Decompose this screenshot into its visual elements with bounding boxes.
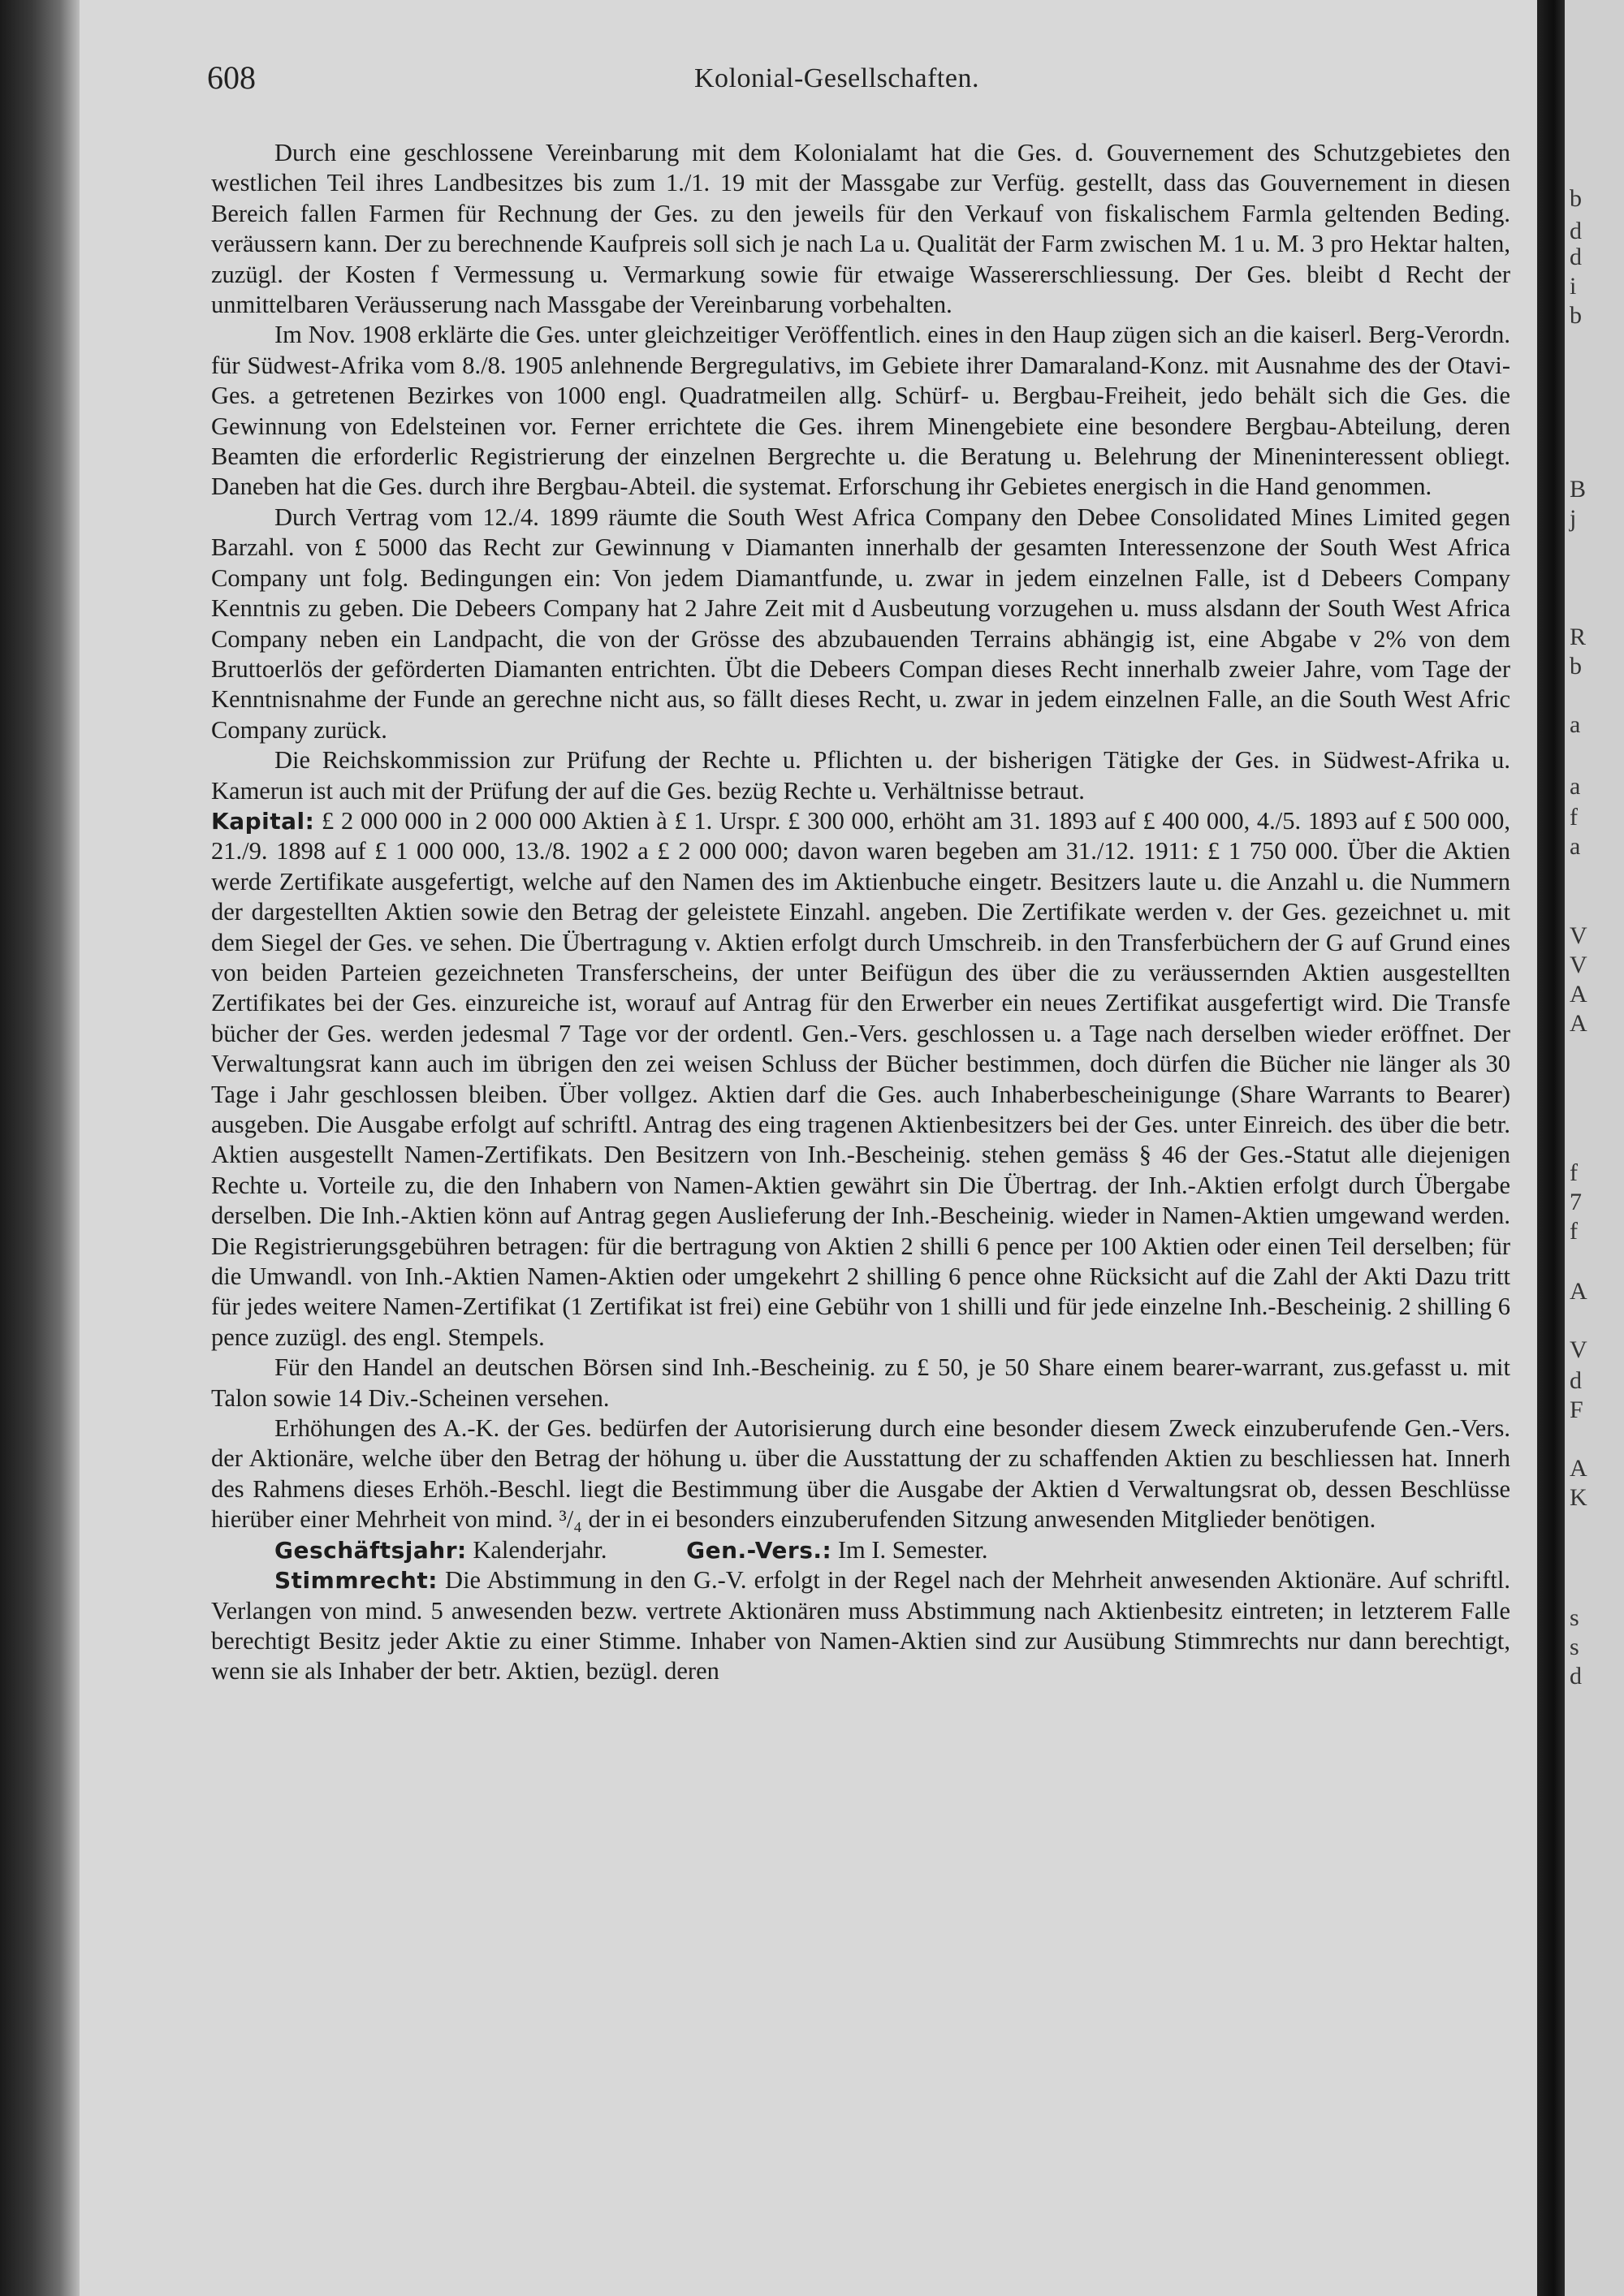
adjacent-glyph: d — [1570, 244, 1582, 270]
adjacent-glyph: f — [1570, 1159, 1578, 1186]
paragraph-kapital — [211, 806, 1510, 1353]
adjacent-glyph: A — [1570, 1010, 1587, 1037]
adjacent-glyph: b — [1570, 653, 1582, 680]
adjacent-glyph: V — [1570, 952, 1587, 978]
adjacent-glyph: A — [1570, 1278, 1587, 1305]
adjacent-glyph: a — [1570, 833, 1581, 860]
adjacent-glyph: B — [1570, 476, 1587, 503]
adjacent-glyph: R — [1570, 624, 1587, 650]
adjacent-glyph: f — [1570, 1218, 1578, 1245]
adjacent-glyph: A — [1570, 981, 1587, 1008]
adjacent-glyph: b — [1570, 185, 1582, 212]
paragraph-geschaeftsjahr — [211, 1535, 1510, 1565]
paragraph-reichskommission: Die Reichskommission zur Prüfung der Rechte u. Pflichten u. der bisherigen Tätigke der Ges. in Südwest-Afrika u. Kamerun ist auch mit der Prüfung der auf die Ges. bezüg Rechte u. Verhältnisse betraut. — [211, 746, 1510, 805]
book-binding-left — [0, 0, 80, 2296]
adjacent-glyph: F — [1570, 1396, 1583, 1423]
body-text — [211, 138, 1510, 1687]
geschaeftsjahr-value: Kalenderjahr. — [473, 1535, 607, 1564]
adjacent-glyph: s — [1570, 1604, 1579, 1631]
paragraph-stimmrecht — [211, 1565, 1510, 1687]
adjacent-glyph: 7 — [1570, 1189, 1582, 1215]
adjacent-glyph: b — [1570, 302, 1582, 329]
paragraph-boersenhandel: Für den Handel an deutschen Börsen sind Inh.-Bescheinig. zu £ 50, je 50 Share einem bearer-warrant, zus.gefasst u. mit Talon sowie 14 Div.-Scheinen versehen. — [211, 1353, 1510, 1412]
adjacent-glyph: K — [1570, 1484, 1587, 1511]
gen-vers-value: Im I. Semester. — [837, 1535, 988, 1564]
adjacent-glyph: d — [1570, 218, 1582, 244]
adjacent-glyph: d — [1570, 1663, 1582, 1690]
adjacent-glyph: f — [1570, 804, 1578, 831]
stimmrecht-label: Stimmrecht: — [274, 1567, 438, 1595]
kapital-text: £ 2 000 000 in 2 000 000 Aktien à £ 1. Urspr. £ 300 000, erhöht am 31. 1893 auf £ 400 000, 4./5. 1893 auf £ 500 000, 21./9. 1898 auf £ 1 000 000, 13./8. 1902 a £ 2 000 000; davon waren begeben am 31./12. 1911: £ 1 750 000. Über die Aktien werde Zertifikate ausgefertigt, welche auf den Namen des im Aktienbuche eingetr. Besitzers laute u. die Anzahl u. die Nummern der dargestellten Aktien sowie den Betrag der geleistete Einzahl. angeben. Die Zertifikate werden v. der Ges. gezeichnet u. mit dem Siegel der Ges. ve sehen. Die Übertragung v. Aktien erfolgt durch Umschreib. in den Transferbüchern der G auf Grund eines von beiden Parteien gezeichneten Transferscheins, der unter Beifügun des über die zu veräussernden Aktien ausgestellten Zertifikates bei der Ges. einzureiche ist, worauf auf Antrag für den Erwerber ein neues Zertifikat ausgefertigt wird. Die Transfe bücher der Ges. werden jedesmal 7 Tage vor der ordentl. Gen.-Vers. geschlossen u. a Tage nach derselben wieder eröffnet. Der Verwaltungsrat kann auch im übrigen den zei weisen Schluss der Bücher bestimmen, doch dürfen die Bücher nie länger als 30 Tage i Jahr geschlossen bleiben. Über vollgez. Aktien darf die Ges. auch Inhaberbescheinigunge (Share Warrants to Bearer) ausgeben. Die Ausgabe erfolgt auf schriftl. Antrag des eing tragenen Aktienbesitzers bei der Ges. unter Einreich. des über die betr. Aktien ausgestellt Namen-Zertifikats. Den Besitzern von Inh.-Bescheinig. stehen gemäss § 46 der Ges.-Statut alle diejenigen Rechte u. Vorteile zu, die den Inhabern von Namen-Aktien gewährt sin Die Übertrag. der Inh.-Aktien erfolgt durch Übergabe derselben. Die Inh.-Aktien könn auf Antrag gegen Auslieferung der Inh.-Bescheinig. wieder in Namen-Aktien umgewand werden. Die Registrierungsgebühren betragen: für die bertragung von Aktien 2 shilli 6 pence per 100 Aktien oder einen Teil derselben; für die Umwandl. von Inh.-Aktien Namen-Aktien oder umgekehrt 2 shilling 6 pence ohne Rücksicht auf die Zahl der Akti Dazu tritt für jedes weitere Namen-Zertifikat (1 Zertifikat ist frei) eine Gebühr von 1 shilli und für jede einzelne Inh.-Bescheinig. 2 shilling 6 pence zuzügl. des engl. Stempels. — [211, 806, 1510, 1351]
adjacent-glyph: j — [1570, 505, 1577, 532]
adjacent-glyph: i — [1570, 273, 1577, 300]
geschaeftsjahr-label: Geschäftsjahr: — [274, 1536, 467, 1564]
stimmrecht-text: Die Abstimmung in den G.-V. erfolgt in der Regel nach der Mehrheit anwesenden Aktionäre. Auf schriftl. Verlangen von mind. 5 anwesenden bezw. vertrete Aktionären muss Abstimmung nach Aktienbesitz eintreten; in letzterem Falle berechtigt Besitz jeder Aktie zu einer Stimme. Inhaber von Namen-Aktien sind zur Ausübung Stimmrechts nur dann berechtigt, wenn sie als Inhaber der betr. Aktien, bezügl. deren — [211, 1566, 1510, 1685]
adjacent-glyph: V — [1570, 922, 1587, 949]
adjacent-glyph: a — [1570, 773, 1581, 800]
adjacent-glyph: s — [1570, 1634, 1579, 1660]
adjacent-glyph: V — [1570, 1336, 1587, 1363]
adjacent-glyph: a — [1570, 711, 1581, 738]
kapital-label: Kapital: — [211, 807, 315, 835]
book-gutter-right — [1537, 0, 1565, 2296]
paragraph-vereinbarung: Durch eine geschlossene Vereinbarung mit dem Kolonialamt hat die Ges. d. Gouvernement des Schutzgebietes den westlichen Teil ihres Landbesitzes bis zum 1./1. 19 mit der Massgabe zur Verfüg. gestellt, dass das Gouvernement in diesen Bereich fallen Farmen für Rechnung der Ges. zu den jeweils für den Verkauf von fiskalischem Farmla geltenden Beding. veräussern kann. Der zu berechnende Kaufpreis soll sich je nach La u. Qualität der Farm zwischen M. 1 u. M. 3 pro Hektar halten, zuzügl. der Kosten f Vermessung u. Vermarkung sowie für etwaige Wassererschliessung. Der Ges. bleibt d Recht der unmittelbaren Veräusserung nach Massgabe der Vereinbarung vorbehalten. — [211, 139, 1510, 319]
paragraph-berg-verordnung: Im Nov. 1908 erklärte die Ges. unter gleichzeitiger Veröffentlich. eines in den Haup zügen sich an die kaiserl. Berg-Verordn. für Südwest-Afrika vom 8./8. 1905 anlehnende Bergregulativs, im Gebiete ihrer Damaraland-Konz. mit Ausnahme des der Otavi-Ges. a getretenen Bezirkes von 1000 engl. Quadratmeilen allg. Schürf- u. Bergbau-Freiheit, jedo behält sich die Ges. die Gewinnung von Edelsteinen vor. Ferner errichtete die Ges. ihrem Minengebiete eine besondere Bergbau-Abteilung, deren Beamten die erforderlic Registrierung der einzelnen Bergrechte u. die Beratung u. Belehrung der Mineninteressent obliegt. Daneben hat die Ges. durch ihre Bergbau-Abteil. die systemat. Erforschung ihr Gebietes energisch in die Hand genommen. — [211, 321, 1510, 501]
paragraph-erhoehungen: Erhöhungen des A.-K. der Ges. bedürfen der Autorisierung durch eine besonder diesem Zweck einzuberufende Gen.-Vers. der Aktionäre, welche über den Betrag der höhung u. über die Ausstattung der zu schaffenden Aktien zu beschliessen hat. Innerh des Rahmens dieses Erhöh.-Beschl. liegt die Bestimmung über die Ausgabe der Aktien d Verwaltungsrat ob, dessen Beschlüsse hierüber einer Mehrheit von mind. ³/₄ der in ei besonders einzuberufenden Sitzung anwesenden Mitglieder benötigen. — [211, 1414, 1510, 1534]
adjacent-glyph: A — [1570, 1455, 1587, 1482]
adjacent-page-edge — [1565, 0, 1624, 2296]
page-header — [207, 58, 1506, 107]
running-title: Kolonial-Gesellschaften. — [694, 63, 979, 93]
gen-vers-label: Gen.-Vers.: — [686, 1536, 832, 1564]
page-number: 608 — [207, 59, 256, 96]
adjacent-glyph: d — [1570, 1367, 1582, 1394]
paragraph-debeers-vertrag: Durch Vertrag vom 12./4. 1899 räumte die South West Africa Company den Debee Consolidated Mines Limited gegen Barzahl. von £ 5000 das Recht zur Gewinnung v Diamanten innerhalb der gesamten Interessenzone der South West Africa Company unt folg. Bedingungen ein: Von jedem Diamantfunde, u. zwar in jedem einzelnen Falle, ist d Debeers Company Kenntnis zu geben. Die Debeers Company hat 2 Jahre Zeit mit d Ausbeutung vorzugehen u. muss alsdann der South West Africa Company neben ein Landpacht, die von der Grösse des abzubauenden Terrains abhängig ist, eine Abgabe v 2% von dem Bruttoerlös der geförderten Diamanten entrichten. Übt die Debeers Compan dieses Recht innerhalb zweier Jahre, vom Tage der Kenntnisnahme der Funde an gerechne nicht aus, so fällt dieses Recht, u. zwar in jedem einzelnen Falle, an die South West Afric Company zurück. — [211, 503, 1510, 744]
